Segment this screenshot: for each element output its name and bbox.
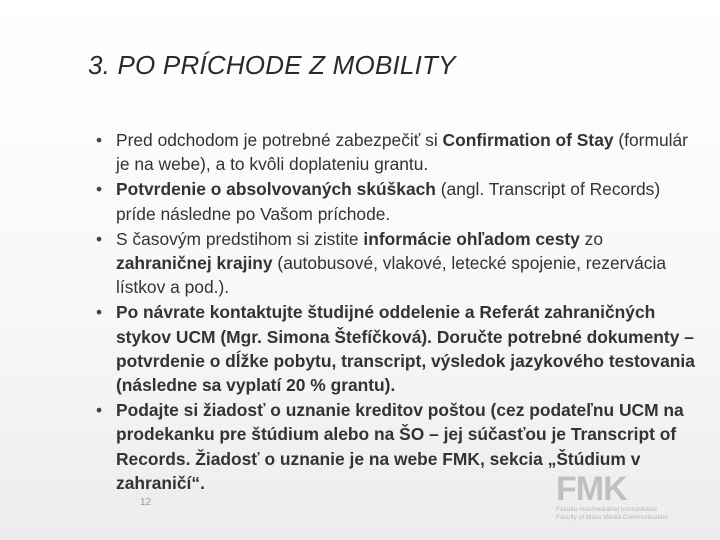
bullet-text: zo	[579, 228, 604, 249]
fmk-logo-mark: FMK	[556, 470, 627, 508]
fmk-logo-subtitle-en: Faculty of Mass Media Communication	[556, 514, 668, 521]
bullet-text-bold: Podajte si žiadosť o uznanie kreditov poštou (cez podateľnu UCM na prodekanku pre štúdium alebo na ŠO – jej súčasťou je Transcript of Records. Žiadosť o uznanie je na webe FMK, sekcia „Štúdium v zahraničí“.	[116, 400, 684, 493]
bullet-text-bold: Potvrdenie o absolvovaných skúškach	[116, 179, 436, 200]
bullet-dot-icon: •	[96, 228, 103, 249]
bullet-text: Pred odchodom je potrebné zabezpečiť si	[116, 130, 443, 150]
bullet-text: (formulár je na webe), a to kvôli doplateniu grantu.	[116, 130, 688, 175]
bullet-text: (angl. Transcript of Records) príde následne po Vašom príchode.	[116, 179, 661, 224]
bullet-dot-icon: •	[96, 302, 103, 323]
page-number: 12	[140, 497, 152, 508]
bullet-dot-icon: •	[96, 179, 103, 200]
bullet-dot-icon: •	[96, 400, 103, 421]
bullet-item	[96, 128, 696, 176]
bullet-item	[96, 300, 696, 397]
bullet-text-bold: Confirmation of Stay	[442, 130, 614, 150]
fmk-logo-subtitle-sk: Fakulta masmediálnej komunikácie	[556, 506, 658, 513]
bullet-text-bold: zahraničnej krajiny	[116, 253, 273, 274]
bullet-text: S časovým predstihom si zistite	[116, 228, 364, 249]
bullet-text-bold: informácie ohľadom cesty	[363, 228, 580, 249]
bullet-item	[96, 227, 696, 300]
bullet-dot-icon: •	[96, 130, 103, 150]
slide-title: 3. PO PRÍCHODE Z MOBILITY	[88, 50, 456, 80]
fmk-logo	[556, 470, 696, 520]
bullet-text-bold: Po návrate kontaktujte študijné oddelenie a Referát zahraničných stykov UCM (Mgr. Simona Štefíčková). Doručte potrebné dokumenty – potvrdenie o dĺžke pobytu, transcript, výsledok jazykového testovania (následne sa vyplatí 20 % grantu).	[116, 302, 695, 396]
bullet-list	[96, 128, 696, 496]
bullet-item	[96, 177, 696, 225]
bullet-text: (autobusové, vlakové, letecké spojenie, rezervácia lístkov a pod.).	[116, 253, 667, 298]
